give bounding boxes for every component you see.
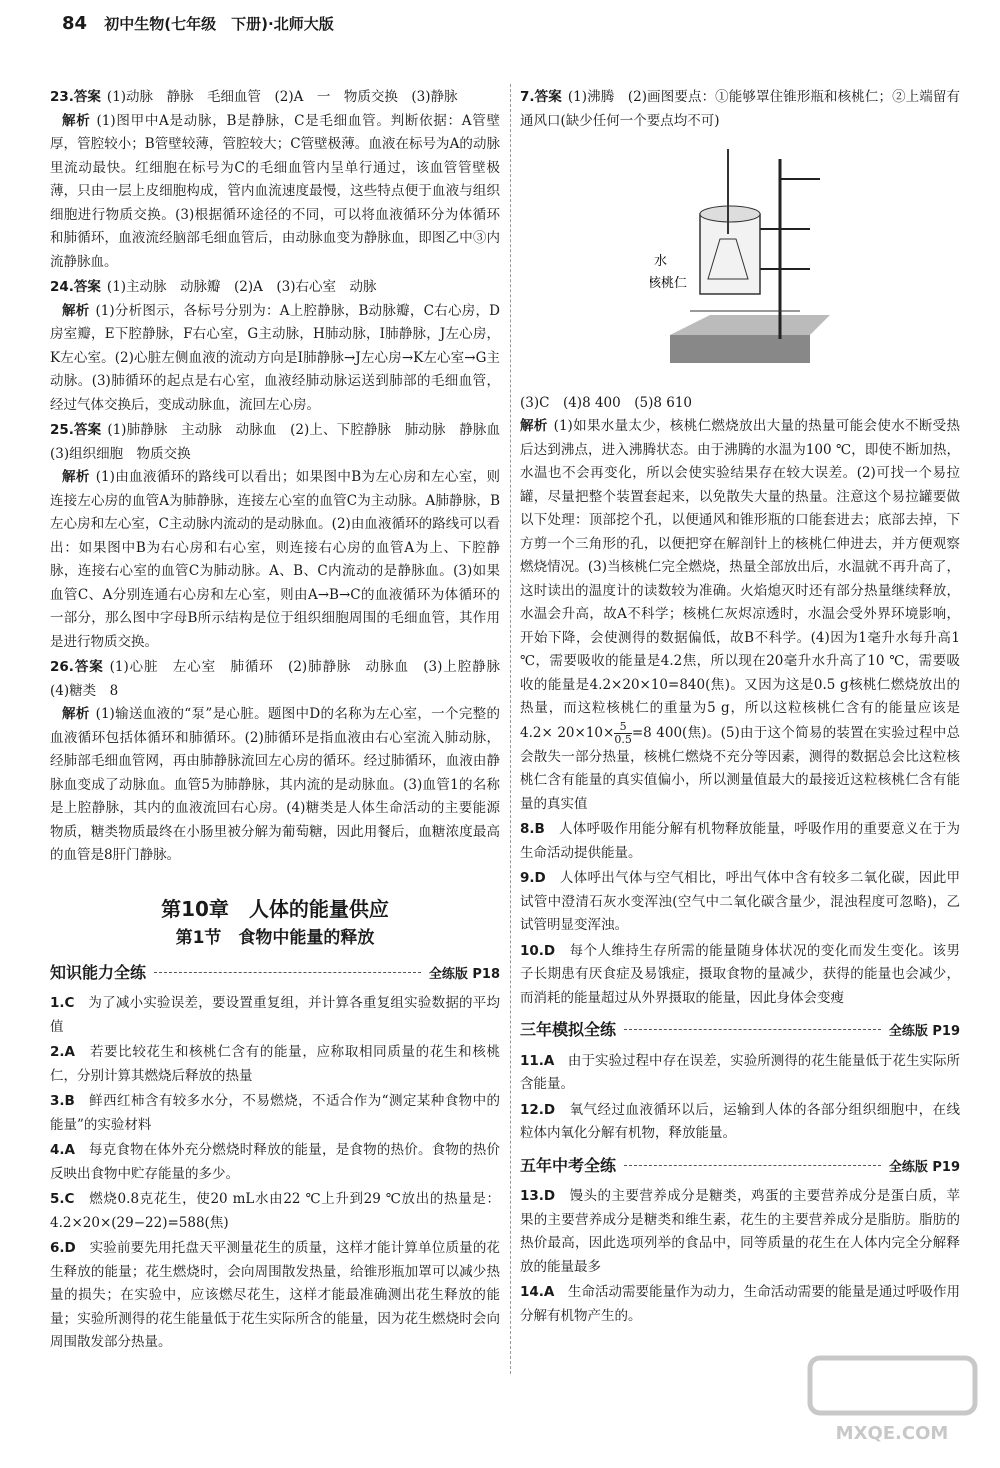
answer-tag: 答案 xyxy=(73,279,101,295)
bar-page-ref: 全练版 P19 xyxy=(888,1024,960,1039)
question-1 xyxy=(50,992,500,1039)
fraction xyxy=(614,721,632,746)
analysis-text: (1)图甲中A是动脉，B是静脉，C是毛细血管。判断依据：A管壁厚，管腔较小；B管壁较薄，管腔较大；C管壁极薄。血液在标号为A的动脉里流动最快。红细胞在标号为C的毛细血管内呈单行通过，该血管管壁极薄，只由一层上皮细胞构成，管内血流速度最慢，这些特点便于血液与组织细胞进行物质交换。(3)根据循环途径的不同，可以将血液循环分为体循环和肺循环，血液流经脑部毛细血管后，由动脉血变为静脉血，即图乙中③内流静脉血。 xyxy=(50,112,501,270)
question-number: 14.A xyxy=(520,1284,555,1300)
label-water: 水 xyxy=(654,254,668,269)
can-cover xyxy=(700,214,760,294)
chapter-title: 第10章 人体的能量供应 xyxy=(161,896,389,921)
question-2 xyxy=(50,1041,500,1088)
analysis-text: 若要比较花生和核桃仁含有的能量，应称取相同质量的花生和核桃仁，分别计算其燃烧后释放的热量 xyxy=(50,1044,501,1084)
question-25 xyxy=(50,419,514,654)
question-9 xyxy=(520,867,960,938)
analysis-text: 生命活动需要能量作为动力，生命活动需要的能量是通过呼吸作用分解有机物产生的。 xyxy=(520,1284,961,1324)
analysis-text: 燃烧0.8克花生，使20 mL水由22 ℃上升到29 ℃放出的热量是：4.2×20×(29−22)=588(焦) xyxy=(50,1191,500,1231)
stand-base-top xyxy=(670,315,830,335)
answer-tag: 答案 xyxy=(73,659,104,675)
question-11 xyxy=(520,1050,960,1097)
analysis-tag: 解析 xyxy=(62,302,90,319)
question-24 xyxy=(50,276,500,417)
question-number: 8.B xyxy=(520,821,545,837)
section-bar-knowledge xyxy=(50,961,500,987)
analysis-text: (1)如果水量太少，核桃仁燃烧放出大量的热量可能会使水不断受热后达到沸点，进入沸腾状态。由于沸腾的水温为100 ℃，即使不断加热，水温也不会再变化，所以会使实验结果存在较大误差。(2)可找一个易拉罐，尽量把整个装置套起来，以免散失大量的热量。注意这个易拉罐要做以下处理：顶部挖个孔，以便通风和锥形瓶的口能套进去；底部去掉，下方剪一个三角形的孔，以便把穿在解剖针上的核桃仁伸进去，并方便观察燃烧情况。(3)当核桃仁完全燃烧，热量全部放出后，水温就不再升高了，这时读出的温度计的读数较为准确。火焰熄灭时还有部分热量继续释放，水温会升高，故A不科学；核桃仁灰烬凉透时，水温会受外界环境影响，开始下降，会使测得的数据偏低，故B不科学。(4)因为1毫升水每升高1 ℃，需要吸收的能量是4.2焦，所以现在20毫升水升高了10 ℃，需要吸收的能量是4.2×20×10=840(焦)。又因为这是0.5 g核桃仁燃烧放出的热量，而这粒核桃仁的重量为5 g，所以这粒核桃仁含有的能量应该是4.2× xyxy=(520,418,961,741)
question-number: 1.C xyxy=(50,995,75,1011)
analysis-text: 馒头的主要营养成分是糖类，鸡蛋的主要营养成分是蛋白质，苹果的主要营养成分是糖类和维生素，花生的主要营养成分是脂肪。脂肪的热价最高，因此选项列举的食品中，同等质量的花生在人体内完全分解释放的能量最多 xyxy=(520,1188,961,1275)
bar-page-ref: 全练版 P18 xyxy=(428,966,500,982)
analysis-text: 实验前要先用托盘天平测量花生的质量，这样才能计算单位质量的花生释放的能量；花生燃烧时，会向周围散发热量，给锥形瓶加罩可以减少热量的损失；在实验中，应该燃尽花生，这样才能最准确测出花生释放的能量；实验所测得的花生能量低于花生实际所含的能量，因为花生燃烧时会向周围散发部分热量。 xyxy=(50,1240,501,1350)
question-number: 24. xyxy=(50,279,74,295)
dashed-rule xyxy=(624,1029,881,1030)
analysis-text: 人体呼出气体与空气相比，呼出气体中含有较多二氧化碳，因此甲试管中澄清石灰水变浑浊(空气中二氧化碳含量少，混浊程度可忽略)，乙试管明显变浑浊。 xyxy=(520,870,961,933)
dashed-rule xyxy=(624,1165,881,1166)
analysis-tag: 解析 xyxy=(62,112,91,129)
analysis-text: 氧气经过血液循环以后，运输到人体的各部分组织细胞中，在线粒体内氧化分解有机物，释放能量。 xyxy=(520,1101,961,1141)
question-number: 6.D xyxy=(50,1240,76,1256)
analysis-text: 鲜西红柿含有较多水分，不易燃烧，不适合作为“测定某种食物中的能量”的实验材料 xyxy=(50,1093,500,1133)
question-4 xyxy=(50,1139,500,1186)
bar-page-ref: 全练版 P19 xyxy=(888,1159,960,1175)
question-number: 4.A xyxy=(50,1142,75,1158)
analysis-text: 为了减小实验误差，要设置重复组，并计算各重复组实验数据的平均值 xyxy=(50,995,501,1035)
analysis-text: 每克食物在体外充分燃烧时释放的能量，是食物的热价。食物的热价反映出食物中贮存能量的多少。 xyxy=(50,1142,501,1182)
analysis-text: (1)由血液循环的路线可以看出；如果图中B为左心房和左心室，则连接左心房的血管A为肺静脉，连接左心室的血管C为主动脉。A肺静脉，B左心房和左心室，C主动脉内流动的是动脉血。(2)由血液循环的路线可以看出：如果图中B为右心房和右心室，则连接右心房的血管A为上、下腔静脉，连接右心室的血管C为肺动脉。A、B、C内流动的是静脉血。(3)如果血管C、A分别连通右心房和左心室，则由A→B→C的血液循环为体循环的一部分，那么图中字母B所示结构是位于组织细胞周围的毛细血管，其作用是进行物质交换。 xyxy=(50,469,500,650)
answer-tag: 答案 xyxy=(73,422,102,438)
answer-tag: 答案 xyxy=(534,89,562,105)
stand-base xyxy=(670,335,810,363)
question-10 xyxy=(520,940,960,1011)
section-bar-five-year xyxy=(520,1154,960,1180)
column-divider xyxy=(510,84,512,1374)
question-6 xyxy=(50,1237,500,1355)
question-23 xyxy=(50,86,500,274)
question-number: 12.D xyxy=(520,1101,556,1118)
watermark-text: MXQE.COM xyxy=(835,1423,949,1444)
bar-title: 五年中考全练 xyxy=(520,1155,617,1175)
question-14 xyxy=(520,1281,960,1328)
fraction-numerator: 5 xyxy=(614,721,632,734)
question-5 xyxy=(50,1188,500,1235)
answer-text: (3)C (4)8 400 (5)8 610 xyxy=(520,394,692,411)
can-top xyxy=(700,206,760,222)
question-number: 3.B xyxy=(50,1093,75,1109)
question-8 xyxy=(520,818,960,865)
question-number: 10.D xyxy=(520,942,556,959)
answer-text: (1)肺静脉 主动脉 动脉血 (2)上、下腔静脉 肺动脉 静脉血 (3)组织细胞 物质交换 xyxy=(50,422,514,462)
section-bar-three-year xyxy=(520,1018,960,1044)
answer-tag: 答案 xyxy=(73,89,101,105)
question-7 xyxy=(520,86,960,133)
right-column xyxy=(520,86,960,1330)
question-number: 13.D xyxy=(520,1188,556,1204)
question-number: 11.A xyxy=(520,1052,555,1069)
watermark-logo xyxy=(805,1353,980,1448)
page-header xyxy=(62,12,334,37)
apparatus-figure xyxy=(650,139,850,379)
analysis-text: 每个人维持生存所需的能量随身体状况的变化而发生变化。该男子长期患有厌食症及易饿症，摄取食物的量减少，获得的能量也会减少，而消耗的能量超过从外界摄取的能量，因此身体会变瘦 xyxy=(520,942,961,1006)
analysis-tag: 解析 xyxy=(520,418,548,434)
label-walnut: 核桃仁 xyxy=(650,276,688,291)
watermark-frame xyxy=(810,1358,975,1413)
question-13 xyxy=(520,1185,960,1279)
question-number: 25. xyxy=(50,422,74,438)
question-number: 9.D xyxy=(520,870,546,886)
answer-text: (1)主动脉 动脉瓣 (2)A (3)右心室 动脉 xyxy=(106,279,377,295)
answer-text: (1)动脉 静脉 毛细血管 (2)A 一 物质交换 (3)静脉 xyxy=(106,89,458,105)
analysis-text: 由于实验过程中存在误差，实验所测得的花生能量低于花生实际所含能量。 xyxy=(520,1052,961,1092)
question-number: 7. xyxy=(520,89,535,105)
book-title: 初中生物(七年级 下册)·北师大版 xyxy=(104,15,334,33)
question-3 xyxy=(50,1090,500,1137)
analysis-tag: 解析 xyxy=(62,706,90,722)
question-number: 26. xyxy=(50,659,74,675)
analysis-text: =8 400(焦)。(5)由于这个简易的装置在实验过程中总会散失一部分热量，核桃仁燃烧不充分等因素，测得的数据总会比这粒核桃仁含有能量的真实值偏小，所以测量值最大的最接近这粒核桃仁含有能量的真实值 xyxy=(520,724,960,812)
question-number: 23. xyxy=(50,89,74,105)
question-7-continued xyxy=(520,392,960,817)
answer-text: (1)沸腾 (2)画图要点：①能够罩住锥形瓶和核桃仁；②上端留有通风口(缺少任何一个要点均不可) xyxy=(520,89,961,129)
analysis-text: 人体呼吸作用能分解有机物释放能量，呼吸作用的重要意义在于为生命活动提供能量。 xyxy=(520,821,961,861)
page-number: 84 xyxy=(62,13,88,34)
question-number: 2.A xyxy=(50,1044,75,1060)
dashed-rule xyxy=(154,972,421,973)
fraction-denominator: 0.5 xyxy=(614,732,632,746)
answer-text: (1)心脏 左心室 肺循环 (2)肺静脉 动脉血 (3)上腔静脉 (4)糖类 8 xyxy=(50,659,514,699)
question-12 xyxy=(520,1099,960,1146)
question-number: 5.C xyxy=(50,1191,75,1207)
left-column xyxy=(50,86,514,1357)
bar-title: 三年模拟全练 xyxy=(520,1020,617,1039)
section-title: 第1节 食物中能量的释放 xyxy=(175,928,375,948)
analysis-text: (1)分析图示，各标号分别为：A上腔静脉，B动脉瓣，C右心房，D房室瓣，E下腔静脉，F右心室，G主动脉，H肺动脉，I肺静脉，J左心房，K左心室。(2)心脏左侧血液的流动方向是I肺静脉→J左心房→K左心室→G主动脉。(3)肺循环的起点是右心室，血液经肺动脉运送到肺部的毛细血管，经过气体交换后，变成动脉血，流回左心房。 xyxy=(50,302,501,413)
analysis-tag: 解析 xyxy=(62,469,90,485)
formula-prefix: 20×10× xyxy=(557,724,615,741)
analysis-text: (1)输送血液的“泵”是心脏。题图中D的名称为左心室，一个完整的血液循环包括体循环和肺循环。(2)肺循环是指血液由右心室流入肺动脉，经肺部毛细血管网，再由肺静脉流回左心房的循环。经过肺循环，血液由静脉血变成了动脉血。血管5为肺静脉，其内流的是动脉血。(3)血管1的名称是上腔静脉，其内的血液流回右心房。(4)糖类是人体生命活动的主要能源物质，糖类物质最终在小肠里被分解为葡萄糖，因此用餐后，血糖浓度最高的血管是8肝门静脉。 xyxy=(50,706,501,863)
bar-title: 知识能力全练 xyxy=(50,962,147,982)
question-26 xyxy=(50,656,514,868)
